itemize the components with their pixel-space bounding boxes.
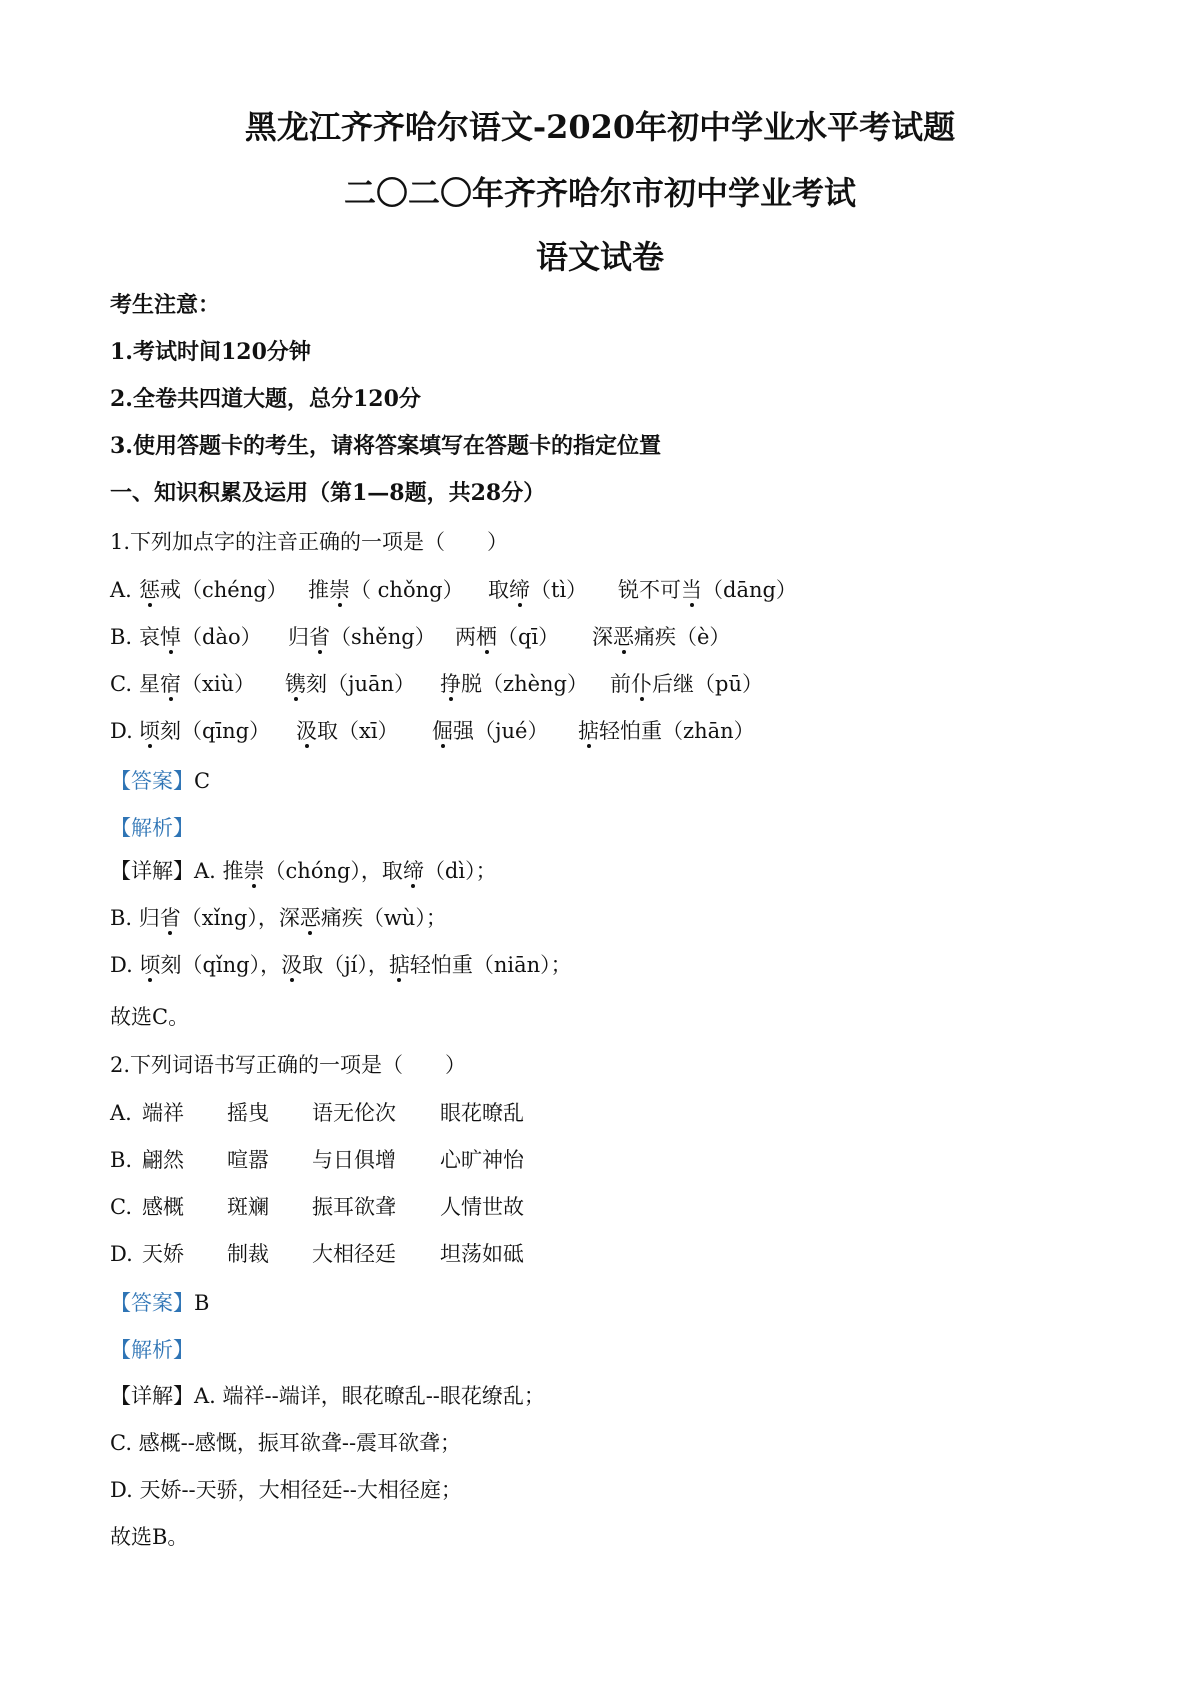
notice-item: 1.考试时间120分钟 (110, 339, 311, 365)
dotted-char: 缔 (509, 578, 530, 602)
option-item: 两栖（qī） (455, 625, 560, 649)
option-letter: A. (110, 1101, 132, 1125)
option-letter: C. (110, 672, 132, 696)
answer-value: C (194, 769, 211, 793)
detail-line: D. 天娇--天骄，大相径廷--大相径庭； (110, 1478, 462, 1502)
detail-line: C. 感概--感慨，振耳欲聋--震耳欲聋； (110, 1431, 462, 1455)
dotted-char: 倔 (432, 719, 453, 743)
dotted-char: 崇 (243, 859, 265, 883)
option-item: 顷刻（qīng） (139, 719, 271, 743)
dotted-char: 省 (159, 906, 181, 930)
option-word: 感概 (142, 1195, 184, 1219)
dotted-char: 省 (309, 625, 330, 649)
option-word: 振耳欲聋 (312, 1195, 396, 1219)
analysis-tag: 【解析】 (110, 1338, 194, 1362)
detail-line: 【详解】A. 端祥--端详，眼花暸乱--眼花缭乱； (110, 1384, 545, 1408)
option-word: 大相径廷 (312, 1242, 396, 1266)
detail-line: 【详解】A. 推崇（chóng），取缔（dì）； (110, 859, 497, 883)
paper-name: 语文试卷 (535, 238, 664, 276)
option-word: 斑斓 (227, 1195, 269, 1219)
dotted-char: 汲 (281, 953, 303, 977)
option-item: 哀悼（dào） (139, 625, 262, 649)
answer-tag: 【答案】 (110, 769, 194, 793)
option-item: 推崇（ chǒng） (308, 578, 464, 602)
option-item: 深恶痛疾（è） (592, 625, 731, 649)
dotted-char: 当 (681, 578, 702, 602)
option-letter: A. (110, 578, 132, 602)
option-word: 坦荡如砥 (440, 1242, 524, 1266)
option-letter: D. (110, 1242, 133, 1266)
dotted-char: 仆 (631, 672, 652, 696)
option-word: 端祥 (142, 1101, 184, 1125)
option-word: 语无伦次 (312, 1101, 396, 1125)
option-word: 制裁 (227, 1242, 269, 1266)
notice-item: 3.使用答题卡的考生，请将答案填写在答题卡的指定位置 (110, 433, 661, 459)
detail-line: B. 归省（xǐng），深恶痛疾（wù）； (110, 906, 447, 930)
conclusion: 故选B。 (110, 1525, 189, 1549)
dotted-char: 顷 (139, 719, 160, 743)
answer-tag: 【答案】 (110, 1291, 194, 1315)
exam-subtitle: 二〇二〇年齐齐哈尔市初中学业考试 (343, 174, 856, 212)
option-word: 与日俱增 (312, 1148, 396, 1172)
option-item: 锐不可当（dāng） (618, 578, 797, 602)
option-word: 人情世故 (440, 1195, 524, 1219)
dotted-char: 掂 (388, 953, 410, 977)
option-item: 前仆后继（pū） (610, 672, 763, 696)
question-stem: 2.下列词语书写正确的一项是（ ） (110, 1053, 467, 1077)
dotted-char: 缔 (402, 859, 424, 883)
detail-line: D. 顷刻（qǐng），汲取（jí），掂轻怕重（niān）； (110, 953, 572, 977)
option-word: 眼花暸乱 (440, 1101, 524, 1125)
option-letter: B. (110, 1148, 133, 1172)
notice-heading: 考生注意： (110, 292, 221, 318)
dotted-char: 镌 (285, 672, 306, 696)
option-item: 星宿（xiù） (139, 672, 256, 696)
option-word: 喧嚣 (227, 1148, 269, 1172)
option-letter: D. (110, 719, 133, 743)
option-item: 镌刻（juān） (285, 672, 416, 696)
option-word: 天娇 (142, 1242, 184, 1266)
conclusion: 故选C。 (110, 1005, 190, 1029)
dotted-char: 悼 (160, 625, 181, 649)
dotted-char: 顷 (139, 953, 161, 977)
option-item: 挣脱（zhèng） (440, 672, 588, 696)
option-item: 惩戒（chéng） (139, 578, 288, 602)
answer-line (110, 1288, 209, 1318)
option-word: 翩然 (142, 1148, 184, 1172)
dotted-char: 挣 (440, 672, 461, 696)
answer-line (110, 766, 210, 796)
option-letter: C. (110, 1195, 132, 1219)
answer-value: B (194, 1291, 210, 1315)
option-item: 掂轻怕重（zhān） (578, 719, 755, 743)
option-item: 汲取（xī） (296, 719, 399, 743)
dotted-char: 宿 (160, 672, 181, 696)
dotted-char: 崇 (329, 578, 350, 602)
dotted-char: 汲 (296, 719, 317, 743)
option-letter: B. (110, 625, 133, 649)
dotted-char: 恶 (613, 625, 634, 649)
option-item: 归省（shěng） (288, 625, 436, 649)
option-item: 取缔（tì） (488, 578, 588, 602)
dotted-char: 惩 (139, 578, 160, 602)
notice-item: 2.全卷共四道大题，总分120分 (110, 386, 421, 412)
dotted-char: 栖 (476, 625, 497, 649)
option-item: 倔强（jué） (432, 719, 549, 743)
question-stem: 1.下列加点字的注音正确的一项是（ ） (110, 530, 509, 554)
analysis-tag: 【解析】 (110, 816, 194, 840)
dotted-char: 掂 (578, 719, 599, 743)
dotted-char: 恶 (299, 906, 321, 930)
option-word: 心旷神怡 (440, 1148, 524, 1172)
option-word: 摇曳 (227, 1101, 269, 1125)
section-heading: 一、知识积累及运用（第1—8题，共28分） (110, 480, 546, 506)
document-title: 黑龙江齐齐哈尔语文-2020年初中学业水平考试题 (244, 108, 956, 146)
